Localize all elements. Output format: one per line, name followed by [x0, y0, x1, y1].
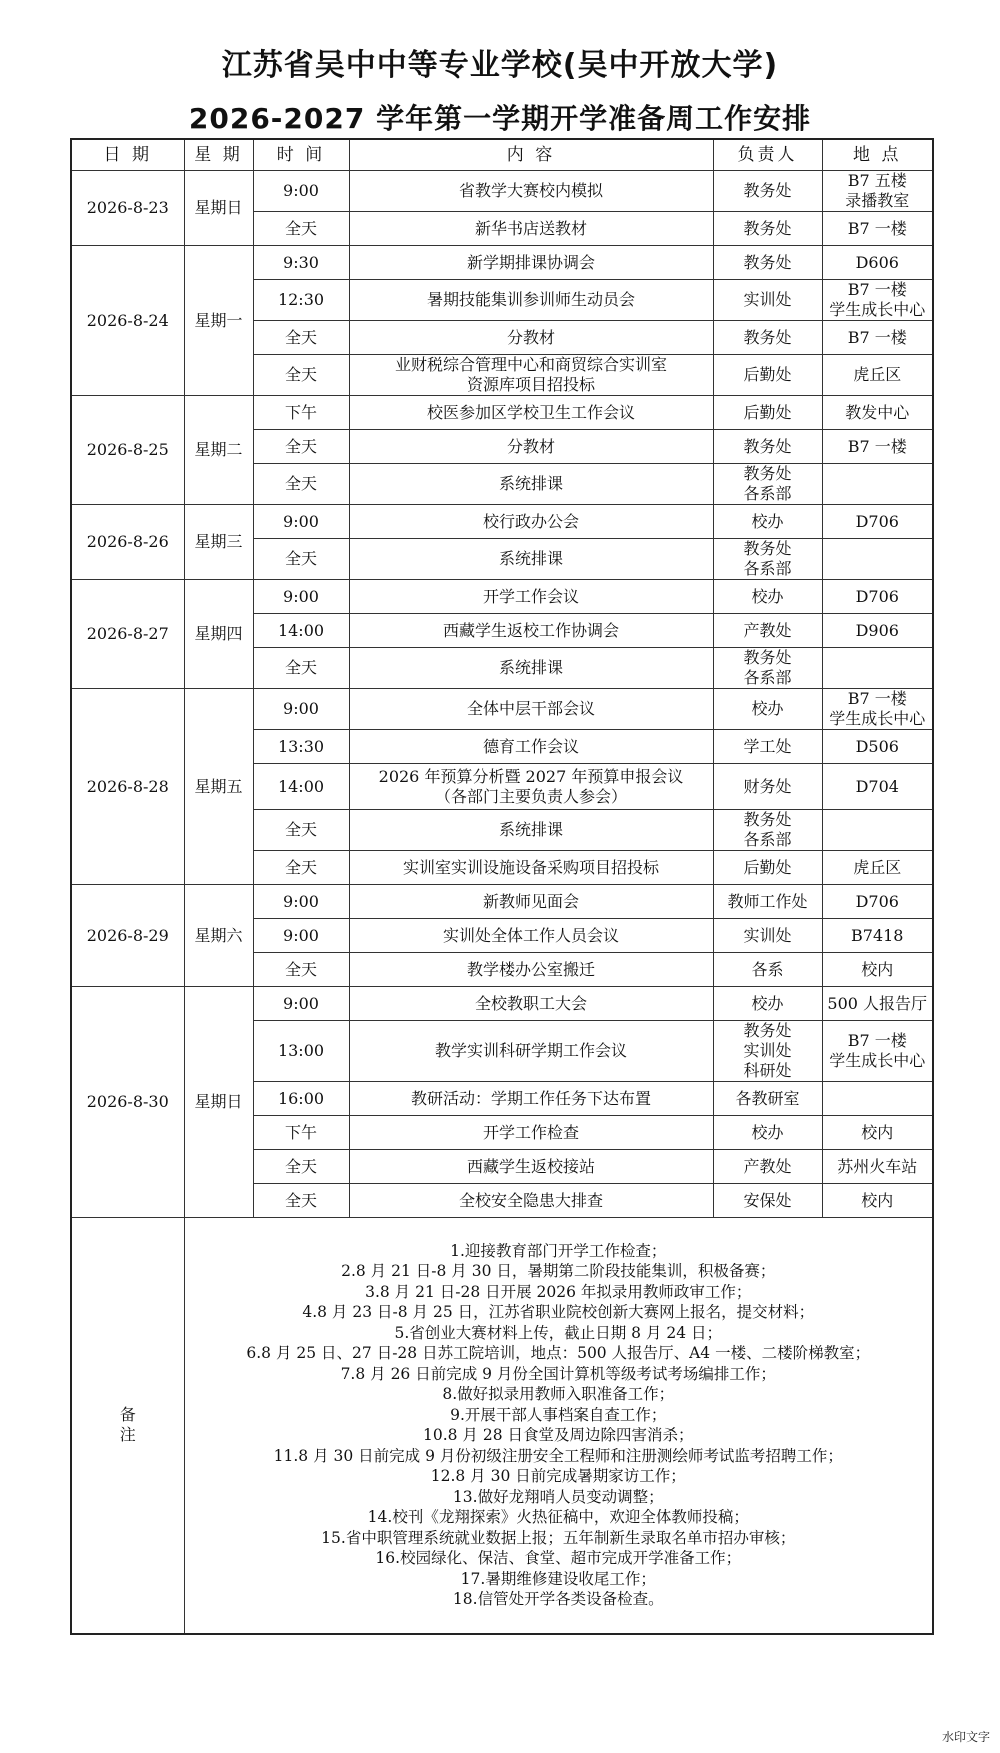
header-place: 地 点 — [822, 139, 933, 171]
header-date: 日 期 — [71, 139, 184, 171]
owner-cell: 财务处 — [713, 764, 822, 810]
time-cell: 全天 — [253, 810, 349, 851]
note-item: 16.校园绿化、保洁、食堂、超市完成开学准备工作； — [375, 1549, 742, 1568]
owner-cell: 实训处 — [713, 919, 822, 953]
notes-label: 备 注 — [71, 1218, 184, 1634]
place-cell: D706 — [822, 505, 933, 539]
content-cell: 校医参加区学校卫生工作会议 — [349, 396, 713, 430]
place-cell: D704 — [822, 764, 933, 810]
place-cell: B7418 — [822, 919, 933, 953]
place-cell: 校内 — [822, 1116, 933, 1150]
owner-cell: 教务处 各系部 — [713, 648, 822, 689]
time-cell: 全天 — [253, 321, 349, 355]
place-cell: 虎丘区 — [822, 355, 933, 396]
owner-cell: 实训处 — [713, 280, 822, 321]
content-cell: 德育工作会议 — [349, 730, 713, 764]
owner-cell: 教务处 各系部 — [713, 810, 822, 851]
place-cell: B7 五楼 录播教室 — [822, 171, 933, 212]
note-item: 10.8 月 28 日食堂及周边除四害消杀； — [422, 1426, 694, 1445]
note-item: 14.校刊《龙翔探索》火热征稿中，欢迎全体教师投稿； — [367, 1508, 749, 1527]
content-cell: 教研活动：学期工作任务下达布置 — [349, 1082, 713, 1116]
time-cell: 全天 — [253, 430, 349, 464]
time-cell: 全天 — [253, 953, 349, 987]
time-cell: 全天 — [253, 648, 349, 689]
owner-cell: 校办 — [713, 987, 822, 1021]
date-cell: 2026-8-27 — [71, 580, 184, 689]
note-item: 5.省创业大赛材料上传，截止日期 8 月 24 日； — [394, 1323, 723, 1342]
owner-cell: 学工处 — [713, 730, 822, 764]
place-cell: D506 — [822, 730, 933, 764]
content-cell: 校行政办公会 — [349, 505, 713, 539]
watermark-text: 水印文字 — [941, 1730, 990, 1744]
place-cell: B7 一楼 学生成长中心 — [822, 689, 933, 730]
content-cell: 分教材 — [349, 430, 713, 464]
header-weekday: 星 期 — [184, 139, 253, 171]
place-cell — [822, 539, 933, 580]
owner-cell: 后勤处 — [713, 396, 822, 430]
owner-cell: 校办 — [713, 1116, 822, 1150]
date-cell: 2026-8-26 — [71, 505, 184, 580]
place-cell: D906 — [822, 614, 933, 648]
owner-cell: 后勤处 — [713, 851, 822, 885]
date-cell: 2026-8-25 — [71, 396, 184, 505]
time-cell: 9:00 — [253, 171, 349, 212]
place-cell: D706 — [822, 885, 933, 919]
content-cell: 省教学大赛校内模拟 — [349, 171, 713, 212]
content-cell: 系统排课 — [349, 464, 713, 505]
weekday-cell: 星期三 — [184, 505, 253, 580]
owner-cell: 校办 — [713, 689, 822, 730]
date-cell: 2026-8-23 — [71, 171, 184, 246]
weekday-cell: 星期一 — [184, 246, 253, 396]
owner-cell: 教师工作处 — [713, 885, 822, 919]
time-cell: 全天 — [253, 539, 349, 580]
place-cell — [822, 464, 933, 505]
time-cell: 14:00 — [253, 764, 349, 810]
schedule-table — [70, 138, 934, 1635]
content-cell: 全校教职工大会 — [349, 987, 713, 1021]
content-cell: 2026 年预算分析暨 2027 年预算申报会议 （各部门主要负责人参会） — [349, 764, 713, 810]
time-cell: 9:00 — [253, 505, 349, 539]
table-row — [71, 987, 933, 1021]
table-row — [71, 396, 933, 430]
note-item: 6.8 月 25 日、27 日-28 日苏工院培训，地点：500 人报告厅、A4 一楼、二楼阶梯教室； — [246, 1344, 871, 1363]
owner-cell: 产教处 — [713, 1150, 822, 1184]
content-cell: 系统排课 — [349, 539, 713, 580]
note-item: 7.8 月 26 日前完成 9 月份全国计算机等级考试考场编排工作； — [340, 1364, 776, 1383]
note-item: 18.信管处开学各类设备检查。 — [452, 1590, 664, 1609]
time-cell: 9:00 — [253, 885, 349, 919]
place-cell: D606 — [822, 246, 933, 280]
time-cell: 全天 — [253, 464, 349, 505]
time-cell: 9:00 — [253, 919, 349, 953]
owner-cell: 教务处 — [713, 171, 822, 212]
time-cell: 下午 — [253, 1116, 349, 1150]
content-cell: 新学期排课协调会 — [349, 246, 713, 280]
time-cell: 全天 — [253, 851, 349, 885]
note-item: 1.迎接教育部门开学工作检查； — [450, 1241, 667, 1260]
content-cell: 业财税综合管理中心和商贸综合实训室 资源库项目招投标 — [349, 355, 713, 396]
place-cell: 虎丘区 — [822, 851, 933, 885]
time-cell: 全天 — [253, 1184, 349, 1218]
content-cell: 系统排课 — [349, 648, 713, 689]
owner-cell: 教务处 各系部 — [713, 539, 822, 580]
header-content: 内 容 — [349, 139, 713, 171]
content-cell: 西藏学生返校接站 — [349, 1150, 713, 1184]
table-row — [71, 885, 933, 919]
weekday-cell: 星期四 — [184, 580, 253, 689]
content-cell: 实训室实训设施设备采购项目招投标 — [349, 851, 713, 885]
time-cell: 12:30 — [253, 280, 349, 321]
time-cell: 9:00 — [253, 580, 349, 614]
time-cell: 全天 — [253, 355, 349, 396]
owner-cell: 教务处 — [713, 246, 822, 280]
content-cell: 开学工作会议 — [349, 580, 713, 614]
note-item: 15.省中职管理系统就业数据上报；五年制新生录取名单市招办审核； — [321, 1528, 796, 1547]
owner-cell: 校办 — [713, 580, 822, 614]
owner-cell: 各教研室 — [713, 1082, 822, 1116]
content-cell: 全校安全隐患大排查 — [349, 1184, 713, 1218]
place-cell: B7 一楼 学生成长中心 — [822, 280, 933, 321]
owner-cell: 教务处 — [713, 321, 822, 355]
header-owner: 负责人 — [713, 139, 822, 171]
weekday-cell: 星期六 — [184, 885, 253, 987]
header-time: 时 间 — [253, 139, 349, 171]
place-cell: 校内 — [822, 953, 933, 987]
owner-cell: 教务处 — [713, 430, 822, 464]
owner-cell: 教务处 实训处 科研处 — [713, 1021, 822, 1082]
content-cell: 全体中层干部会议 — [349, 689, 713, 730]
place-cell: B7 一楼 — [822, 212, 933, 246]
place-cell — [822, 648, 933, 689]
table-row — [71, 171, 933, 212]
place-cell: B7 一楼 学生成长中心 — [822, 1021, 933, 1082]
table-header-row — [71, 139, 933, 171]
date-cell: 2026-8-28 — [71, 689, 184, 885]
content-cell: 新教师见面会 — [349, 885, 713, 919]
time-cell: 13:30 — [253, 730, 349, 764]
place-cell: 500 人报告厅 — [822, 987, 933, 1021]
owner-cell: 教务处 各系部 — [713, 464, 822, 505]
place-cell: 校内 — [822, 1184, 933, 1218]
content-cell: 西藏学生返校工作协调会 — [349, 614, 713, 648]
weekday-cell: 星期五 — [184, 689, 253, 885]
time-cell: 14:00 — [253, 614, 349, 648]
time-cell: 9:00 — [253, 689, 349, 730]
content-cell: 分教材 — [349, 321, 713, 355]
weekday-cell: 星期日 — [184, 171, 253, 246]
note-item: 2.8 月 21 日-8 月 30 日，暑期第二阶段技能集训，积极备赛； — [341, 1262, 776, 1281]
content-cell: 教学楼办公室搬迁 — [349, 953, 713, 987]
content-cell: 实训处全体工作人员会议 — [349, 919, 713, 953]
time-cell: 9:00 — [253, 987, 349, 1021]
owner-cell: 教务处 — [713, 212, 822, 246]
date-cell: 2026-8-24 — [71, 246, 184, 396]
time-cell: 下午 — [253, 396, 349, 430]
time-cell: 全天 — [253, 1150, 349, 1184]
time-cell: 13:00 — [253, 1021, 349, 1082]
table-row — [71, 580, 933, 614]
owner-cell: 安保处 — [713, 1184, 822, 1218]
content-cell: 开学工作检查 — [349, 1116, 713, 1150]
notes-row — [71, 1218, 933, 1634]
table-row — [71, 689, 933, 730]
note-item: 3.8 月 21 日-28 日开展 2026 年拟录用教师政审工作； — [365, 1282, 752, 1301]
content-cell: 新华书店送教材 — [349, 212, 713, 246]
time-cell: 9:30 — [253, 246, 349, 280]
time-cell: 全天 — [253, 212, 349, 246]
place-cell: B7 一楼 — [822, 430, 933, 464]
note-item: 8.做好拟录用教师入职准备工作； — [442, 1385, 675, 1404]
content-cell: 暑期技能集训参训师生动员会 — [349, 280, 713, 321]
place-cell — [822, 1082, 933, 1116]
note-item: 13.做好龙翔哨人员变动调整； — [452, 1487, 664, 1506]
document-subtitle: 2026-2027 学年第一学期开学准备周工作安排 — [188, 102, 812, 135]
weekday-cell: 星期二 — [184, 396, 253, 505]
date-cell: 2026-8-29 — [71, 885, 184, 987]
time-cell: 16:00 — [253, 1082, 349, 1116]
note-item: 9.开展干部人事档案自查工作； — [450, 1405, 667, 1424]
place-cell: 苏州火车站 — [822, 1150, 933, 1184]
place-cell: B7 一楼 — [822, 321, 933, 355]
table-row — [71, 505, 933, 539]
table-row — [71, 246, 933, 280]
date-cell: 2026-8-30 — [71, 987, 184, 1218]
content-cell: 教学实训科研学期工作会议 — [349, 1021, 713, 1082]
note-item: 12.8 月 30 日前完成暑期家访工作； — [430, 1467, 686, 1486]
note-item: 17.暑期维修建设收尾工作； — [460, 1569, 656, 1588]
owner-cell: 后勤处 — [713, 355, 822, 396]
owner-cell: 产教处 — [713, 614, 822, 648]
place-cell — [822, 810, 933, 851]
weekday-cell: 星期日 — [184, 987, 253, 1218]
document-title: 江苏省吴中中等专业学校(吴中开放大学) — [221, 48, 779, 83]
content-cell: 系统排课 — [349, 810, 713, 851]
place-cell: 教发中心 — [822, 396, 933, 430]
notes-body — [184, 1218, 933, 1634]
note-item: 4.8 月 23 日-8 月 25 日，江苏省职业院校创新大赛网上报名，提交材料； — [302, 1303, 815, 1322]
place-cell: D706 — [822, 580, 933, 614]
owner-cell: 校办 — [713, 505, 822, 539]
note-item: 11.8 月 30 日前完成 9 月份初级注册安全工程师和注册测绘师考试监考招聘工作； — [273, 1446, 843, 1465]
owner-cell: 各系 — [713, 953, 822, 987]
